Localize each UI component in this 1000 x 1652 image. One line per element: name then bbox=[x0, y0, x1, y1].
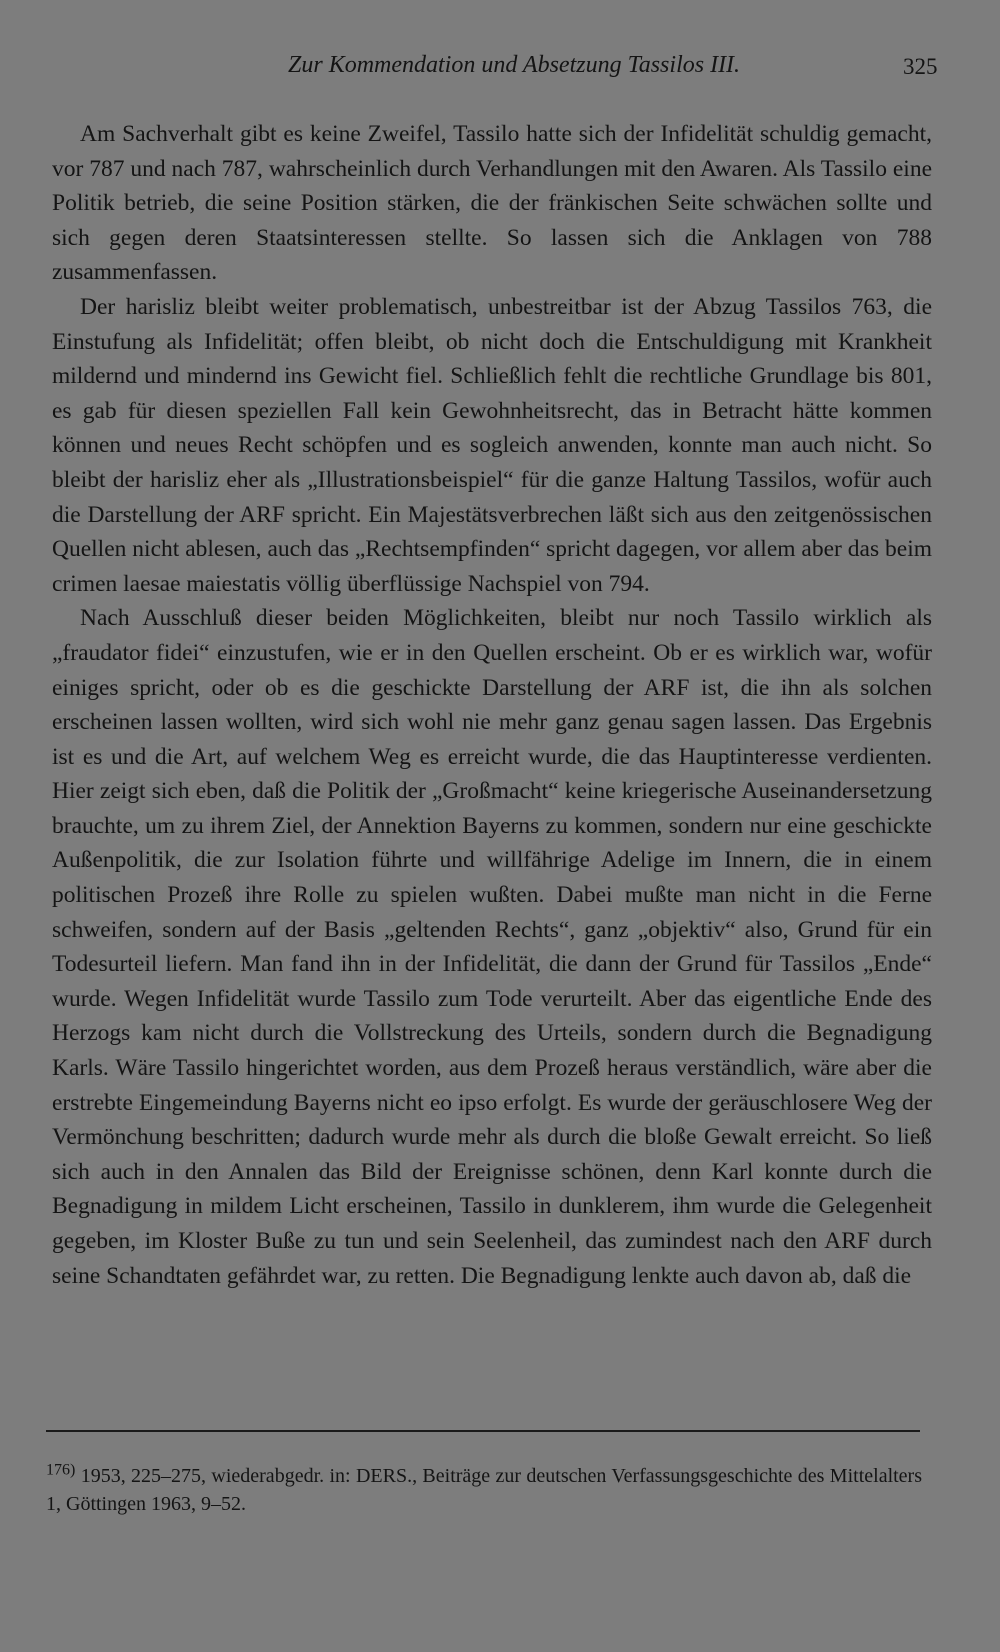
footnote bbox=[46, 1462, 922, 1518]
page-header bbox=[0, 52, 1000, 92]
footnote-text: 1953, 225–275, wiederabgedr. in: DERS., Beiträge zur deutschen Verfassungsgeschichte des Mittelalters 1, Göttingen 1963, 9–52. bbox=[46, 1465, 923, 1515]
paragraph-3: Nach Ausschluß dieser beiden Möglichkeiten, bleibt nur noch Tassilo wirklich als „fraudator fidei“ einzustufen, wie er in den Quellen erscheint. Ob er es wirklich war, wofür einiges spricht, oder ob es die geschickte Darstellung der ARF ist, die ihn als solchen erscheinen lassen wollten, wird sich wohl nie mehr ganz genau sagen lassen. Das Ergebnis ist es und die Art, auf welchem Weg es erreicht wurde, die das Hauptinteresse verdienten. Hier zeigt sich eben, daß die Politik der „Großmacht“ keine kriegerische Auseinandersetzung brauchte, um zu ihrem Ziel, der Annektion Bayerns zu kommen, sondern nur eine geschickte Außenpolitik, die zur Isolation führte und willfährige Adelige im Innern, die in einem politischen Prozeß ihre Rolle zu spielen wußten. Dabei mußte man nicht in die Ferne schweifen, sondern auf der Basis „geltenden Rechts“, ganz „objektiv“ also, Grund für ein Todesurteil liefern. Man fand ihn in der Infidelität, die dann der Grund für Tassilos „Ende“ wurde. Wegen Infidelität wurde Tassilo zum Tode verurteilt. Aber das eigentliche Ende des Herzogs kam nicht durch die Vollstreckung des Urteils, sondern durch die Begnadigung Karls. Wäre Tassilo hingerichtet worden, aus dem Prozeß heraus verständlich, wäre aber die erstrebte Eingemeindung Bayerns nicht eo ipso erfolgt. Es wurde der geräuschlosere Weg der Vermönchung beschritten; dadurch wurde mehr als durch die bloße Gewalt erreicht. So ließ sich auch in den Annalen das Bild der Ereignisse schönen, denn Karl konnte durch die Begnadigung in mildem Licht erscheinen, Tassilo in dunklerem, ihm wurde die Gelegenheit gegeben, im Kloster Buße zu tun und sein Seelenheil, das zumindest nach den ARF durch seine Schandtaten gefährdet war, zu retten. Die Begnadigung lenkte auch davon ab, daß die bbox=[52, 605, 932, 1289]
paragraph-1: Am Sachverhalt gibt es keine Zweifel, Tassilo hatte sich der Infidelität schuldig gemacht, vor 787 und nach 787, wahrscheinlich durch Verhandlungen mit den Awaren. Als Tassilo eine Politik betrieb, die seine Position stärken, die der fränkischen Seite schwächen sollte und sich gegen deren Staatsinteressen stellte. So lassen sich die Anklagen von 788 zusammenfassen. bbox=[52, 121, 932, 286]
page-number: 325 bbox=[903, 54, 938, 79]
paragraph-2: Der harisliz bleibt weiter problematisch, unbestreitbar ist der Abzug Tassilos 763, die Einstufung als Infidelität; offen bleibt, ob nicht doch die Entschuldigung mit Krankheit mildernd und mindernd ins Gewicht fiel. Schließlich fehlt die rechtliche Grundlage bis 801, es gab für diesen speziellen Fall kein Gewohnheitsrecht, das in Betracht hätte kommen können und neues Recht schöpfen und es sogleich anwenden, konnte man auch nicht. So bleibt der harisliz eher als „Illustrationsbeispiel“ für die ganze Haltung Tassilos, wofür auch die Darstellung der ARF spricht. Ein Majestätsverbrechen läßt sich aus den zeitgenössischen Quellen nicht ablesen, auch das „Rechtsempfinden“ spricht dagegen, vor allem aber das beim crimen laesae maiestatis völlig überflüssige Nachspiel von 794. bbox=[52, 293, 932, 597]
footnote-divider bbox=[46, 1430, 920, 1432]
running-title: Zur Kommendation und Absetzung Tassilos III. bbox=[288, 52, 741, 78]
body-text bbox=[52, 117, 932, 1293]
footnote-number: 176) bbox=[46, 1461, 76, 1479]
